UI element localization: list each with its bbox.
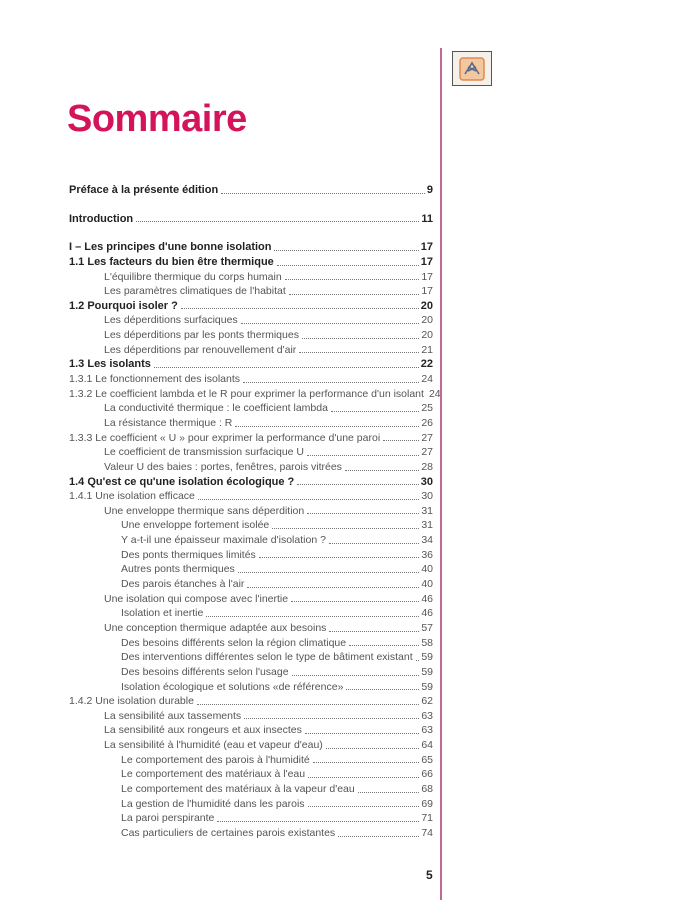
toc-entry[interactable] (69, 738, 433, 753)
toc-entry-title: Cas particuliers de certaines parois existantes (121, 826, 336, 839)
toc-entry-title: Les déperditions par les ponts thermiques (104, 329, 299, 342)
dot-leader (302, 337, 419, 339)
toc-entry-page: 63 (421, 724, 433, 737)
toc-entry-title: Le comportement des parois à l'humidité (121, 753, 310, 766)
toc-entry[interactable] (69, 636, 433, 651)
toc-entry-page: 21 (421, 343, 433, 356)
toc-entry[interactable] (69, 489, 433, 504)
toc-entry-page: 58 (421, 636, 433, 649)
toc-entry-title: 1.3.2 Le coefficient lambda et le R pour exprimer la performance d'un isolant (69, 387, 424, 400)
dot-leader (349, 644, 419, 646)
toc-entry-page: 27 (421, 431, 433, 444)
toc-entry-title: 1.2 Pourquoi isoler ? (69, 299, 178, 312)
toc-entry-page: 57 (421, 621, 433, 634)
toc-entry-page: 46 (421, 607, 433, 620)
dot-leader (181, 307, 419, 309)
toc-entry[interactable] (69, 709, 433, 724)
toc-entry-title: La résistance thermique : R (104, 416, 233, 429)
toc-entry-page: 25 (421, 402, 433, 415)
toc-entry[interactable] (69, 811, 433, 826)
dot-leader (313, 761, 420, 763)
toc-entry-title: Le comportement des matériaux à l'eau (121, 768, 306, 781)
toc-entry-title: Des interventions différentes selon le type de bâtiment existant (121, 651, 413, 664)
toc-entry[interactable] (69, 797, 433, 812)
toc-entry-page: 59 (421, 680, 433, 693)
toc-entry-page: 26 (421, 416, 433, 429)
toc-entry-page: 64 (421, 739, 433, 752)
toc-entry[interactable] (69, 782, 433, 797)
toc-entry-title: Une enveloppe thermique sans déperdition (104, 504, 305, 517)
dot-leader (289, 293, 420, 295)
toc-entry[interactable] (69, 387, 441, 402)
toc-entry[interactable] (69, 401, 433, 416)
toc-entry[interactable] (69, 328, 433, 343)
dot-leader (345, 469, 419, 471)
dot-leader (299, 351, 419, 353)
toc-entry-page: 27 (421, 446, 433, 459)
toc-entry-page: 31 (421, 519, 433, 532)
toc-entry[interactable] (69, 606, 433, 621)
toc-entry-title: Introduction (69, 212, 134, 225)
toc-entry-title: 1.3 Les isolants (69, 358, 151, 371)
dot-leader (241, 322, 420, 324)
dot-leader (285, 278, 420, 280)
toc-entry-page: 30 (420, 475, 433, 488)
dot-leader (154, 366, 419, 368)
toc-entry-title: La sensibilité à l'humidité (eau et vapeur d'eau) (104, 739, 323, 752)
toc-entry-page: 65 (421, 753, 433, 766)
toc-entry-title: La sensibilité aux tassements (104, 709, 242, 722)
toc-entry-title: 1.1 Les facteurs du bien être thermique (69, 255, 274, 268)
toc-entry[interactable] (69, 592, 433, 607)
toc-entry[interactable] (69, 694, 433, 709)
toc-entry-page: 22 (420, 358, 433, 371)
toc-entry-page: 59 (421, 651, 433, 664)
toc-entry[interactable] (69, 183, 433, 198)
toc-entry-title: Le comportement des matériaux à la vapeur d'eau (121, 782, 355, 795)
toc-entry-page: 31 (421, 504, 433, 517)
dot-leader (383, 439, 419, 441)
toc-entry-page: 36 (421, 548, 433, 561)
toc-entry-page: 74 (421, 826, 433, 839)
dot-leader (326, 747, 420, 749)
toc-entry[interactable] (69, 533, 433, 548)
toc-entry-page: 34 (421, 534, 433, 547)
toc-entry-page: 62 (421, 695, 433, 708)
dot-leader (198, 498, 419, 500)
dot-leader (277, 264, 419, 266)
toc-entry-page: 69 (421, 797, 433, 810)
page-title: Sommaire (67, 98, 247, 140)
toc-entry-title: Y a-t-il une épaisseur maximale d'isolation ? (121, 534, 326, 547)
toc-entry[interactable] (69, 680, 433, 695)
publisher-logo-icon (452, 51, 492, 86)
toc-entry-title: La conductivité thermique : le coefficient lambda (104, 402, 328, 415)
toc-entry-page: 11 (421, 212, 433, 225)
dot-leader (197, 703, 419, 705)
toc-entry-title: 1.3.3 Le coefficient « U » pour exprimer la performance d'une paroi (69, 431, 381, 444)
toc-entry[interactable] (69, 665, 433, 680)
toc-entry[interactable] (69, 548, 433, 563)
toc-entry[interactable] (69, 475, 433, 490)
toc-entry[interactable] (69, 431, 433, 446)
toc-entry[interactable] (69, 255, 433, 270)
toc-entry-title: La gestion de l'humidité dans les parois (121, 797, 305, 810)
toc-entry-title: Des besoins différents selon l'usage (121, 665, 289, 678)
dot-leader (206, 615, 419, 617)
toc-entry-title: Une conception thermique adaptée aux besoins (104, 621, 327, 634)
toc-entry-page: 20 (421, 329, 433, 342)
toc-entry-page: 40 (421, 563, 433, 576)
toc-entry-title: Isolation écologique et solutions «de référence» (121, 680, 344, 693)
toc-entry-page: 20 (421, 314, 433, 327)
toc-entry-title: La paroi perspirante (121, 812, 215, 825)
dot-leader (331, 410, 419, 412)
toc-entry[interactable] (69, 416, 433, 431)
toc-entry[interactable] (69, 372, 433, 387)
toc-entry-page: 17 (421, 285, 433, 298)
toc-entry-title: 1.4.1 Une isolation efficace (69, 490, 195, 503)
toc-entry[interactable] (69, 313, 433, 328)
toc-entry[interactable] (69, 826, 433, 841)
toc-entry-page: 59 (421, 665, 433, 678)
toc-entry-page: 9 (426, 184, 433, 196)
toc-entry-page: 17 (420, 241, 433, 254)
dot-leader (329, 542, 419, 544)
dot-leader (243, 381, 419, 383)
dot-leader (217, 820, 419, 822)
toc-entry-title: Des parois étanches à l'air (121, 578, 245, 591)
toc-entry[interactable] (69, 650, 433, 665)
toc-entry[interactable] (69, 723, 433, 738)
toc-entry[interactable] (69, 767, 433, 782)
toc-entry-title: Les déperditions par renouvellement d'air (104, 343, 297, 356)
dot-leader (244, 717, 419, 719)
dot-leader (346, 688, 419, 690)
dot-leader (338, 835, 419, 837)
toc-entry-title: 1.4 Qu'est ce qu'une isolation écologique ? (69, 475, 295, 488)
toc-entry[interactable] (69, 577, 433, 592)
toc-entry-title: L'équilibre thermique du corps humain (104, 270, 282, 283)
toc-entry-title: Isolation et inertie (121, 607, 204, 620)
dot-leader (136, 220, 419, 222)
toc-entry[interactable] (69, 445, 433, 460)
dot-leader (235, 425, 419, 427)
toc-entry[interactable] (69, 284, 433, 299)
toc-entry[interactable] (69, 270, 433, 285)
toc-entry[interactable] (69, 621, 433, 636)
toc-entry-title: Une enveloppe fortement isolée (121, 519, 270, 532)
toc-entry[interactable] (69, 504, 433, 519)
toc-entry-title: Les déperditions surfaciques (104, 314, 238, 327)
dot-leader (221, 192, 425, 194)
toc-entry-title: Autres ponts thermiques (121, 563, 235, 576)
toc-entry-title: 1.3.1 Le fonctionnement des isolants (69, 373, 241, 386)
toc-entry[interactable] (69, 343, 433, 358)
toc-entry-page: 20 (420, 299, 433, 312)
dot-leader (291, 600, 419, 602)
dot-leader (259, 556, 420, 558)
toc-entry-title: Valeur U des baies : portes, fenêtres, parois vitrées (104, 460, 342, 473)
toc-entry[interactable] (69, 357, 433, 372)
toc-entry[interactable] (69, 299, 433, 314)
toc-entry-title: Le coefficient de transmission surfacique U (104, 446, 304, 459)
dot-leader (358, 791, 420, 793)
toc-entry-page: 24 (421, 373, 433, 386)
toc-entry-page: 28 (421, 460, 433, 473)
toc-entry-title: Une isolation qui compose avec l'inertie (104, 592, 289, 605)
dot-leader (238, 571, 420, 573)
dot-leader (329, 630, 419, 632)
margin-rule (440, 48, 442, 900)
dot-leader (297, 483, 418, 485)
toc-entry-title: Des besoins différents selon la région climatique (121, 636, 347, 649)
dot-leader (274, 249, 418, 251)
dot-leader (305, 732, 419, 734)
toc-entry-title: 1.4.2 Une isolation durable (69, 695, 194, 708)
dot-leader (247, 586, 419, 588)
toc-entry[interactable] (69, 518, 433, 533)
dot-leader (307, 512, 419, 514)
toc-entry-page: 24 (428, 387, 441, 400)
table-of-contents (69, 183, 441, 841)
toc-entry-page: 17 (420, 255, 433, 268)
dot-leader (307, 454, 419, 456)
toc-entry-page: 66 (421, 768, 433, 781)
toc-entry[interactable] (69, 753, 433, 768)
toc-entry-page: 71 (421, 812, 433, 825)
toc-entry-title: Préface à la présente édition (69, 184, 219, 196)
toc-entry-page: 30 (421, 490, 433, 503)
toc-entry[interactable] (69, 212, 433, 227)
toc-entry-page: 46 (421, 592, 433, 605)
toc-entry[interactable] (69, 562, 433, 577)
toc-entry-page: 63 (421, 709, 433, 722)
toc-entry-title: La sensibilité aux rongeurs et aux insectes (104, 724, 302, 737)
toc-entry-page: 40 (421, 578, 433, 591)
toc-entry-title: Des ponts thermiques limités (121, 548, 256, 561)
dot-leader (272, 527, 419, 529)
page-number: 5 (426, 868, 433, 882)
toc-entry-title: Les paramètres climatiques de l'habitat (104, 285, 286, 298)
dot-leader (292, 674, 420, 676)
toc-entry-title: I – Les principes d'une bonne isolation (69, 241, 272, 254)
dot-leader (308, 805, 420, 807)
toc-entry-page: 17 (421, 270, 433, 283)
toc-entry[interactable] (69, 460, 433, 475)
toc-entry[interactable] (69, 240, 433, 255)
toc-entry-page: 68 (421, 782, 433, 795)
dot-leader (308, 776, 419, 778)
